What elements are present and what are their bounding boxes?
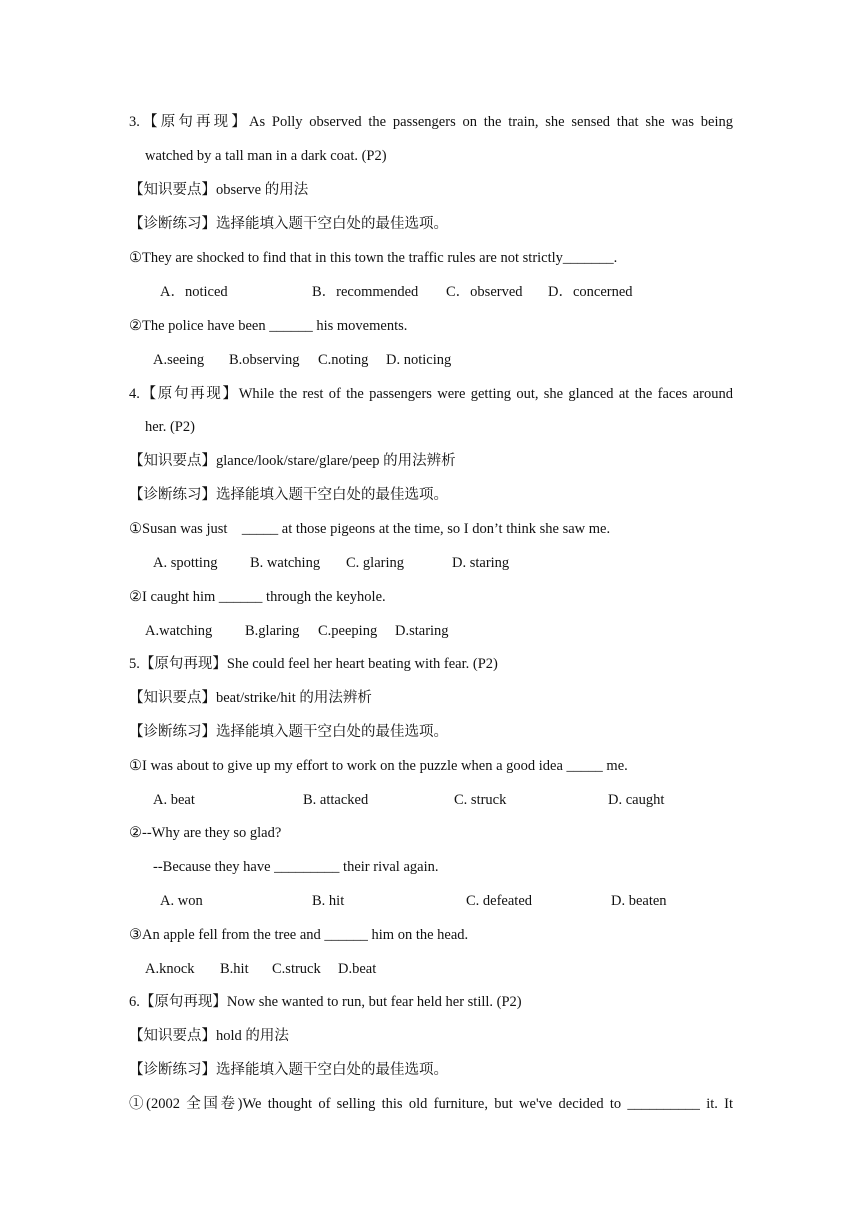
q5-item3-option-b: B.hit bbox=[220, 961, 249, 977]
q5-item1-stem: ①I was about to give up my effort to work on the puzzle when a good idea _____ me. bbox=[129, 758, 628, 774]
q4-stem-line1: 4.【原句再现】While the rest of the passengers were getting out, she glanced at the faces around bbox=[129, 386, 733, 402]
q6-item1-stem: ①(2002 全国卷)We thought of selling this old furniture, but we've decided to __________ it. It bbox=[129, 1096, 733, 1112]
q3-practice-heading: 【诊断练习】选择能填入题干空白处的最佳选项。 bbox=[129, 216, 448, 232]
q4-item2-option-a: A.watching bbox=[145, 623, 213, 639]
q3-item1-stem: ①They are shocked to find that in this town the traffic rules are not strictly_______. bbox=[129, 250, 618, 266]
q3-item2-stem: ②The police have been ______ his movements. bbox=[129, 318, 408, 334]
q4-knowledge-point: 【知识要点】glance/look/stare/glare/peep 的用法辨析 bbox=[129, 453, 456, 469]
q3-item2-option-a: A.seeing bbox=[153, 352, 205, 368]
q4-item1-option-c: C. glaring bbox=[346, 555, 404, 571]
q5-item2-option-d: D. beaten bbox=[611, 893, 667, 909]
q5-stem: 5.【原句再现】She could feel her heart beating with fear. (P2) bbox=[129, 656, 498, 672]
q4-item2-option-d: D.staring bbox=[395, 623, 449, 639]
q3-stem-line2: watched by a tall man in a dark coat. (P2) bbox=[145, 148, 387, 164]
q6-stem: 6.【原句再现】Now she wanted to run, but fear held her still. (P2) bbox=[129, 994, 522, 1010]
q5-item1-option-c: C. struck bbox=[454, 792, 507, 808]
q5-practice-heading: 【诊断练习】选择能填入题干空白处的最佳选项。 bbox=[129, 724, 448, 740]
q3-item2-option-c: C.noting bbox=[318, 352, 369, 368]
q3-item1-option-c: C．observed bbox=[446, 284, 523, 300]
q5-item3-option-a: A.knock bbox=[145, 961, 195, 977]
q6-knowledge-point: 【知识要点】hold 的用法 bbox=[129, 1028, 289, 1044]
q4-item1-stem: ①Susan was just _____ at those pigeons at the time, so I don’t think she saw me. bbox=[129, 521, 611, 537]
q3-item2-option-d: D. noticing bbox=[386, 352, 452, 368]
q3-item1-option-d: D．concerned bbox=[548, 284, 633, 300]
q5-item2-option-a: A. won bbox=[160, 893, 203, 909]
q4-item2-stem: ②I caught him ______ through the keyhole. bbox=[129, 589, 386, 605]
q3-item1-option-b: B．recommended bbox=[312, 284, 419, 300]
q5-item3-option-c: C.struck bbox=[272, 961, 321, 977]
q4-stem-line2: her. (P2) bbox=[145, 419, 195, 435]
q3-knowledge-point: 【知识要点】observe 的用法 bbox=[129, 182, 309, 198]
q5-item1-option-b: B. attacked bbox=[303, 792, 369, 808]
q6-practice-heading: 【诊断练习】选择能填入题干空白处的最佳选项。 bbox=[129, 1062, 448, 1078]
q4-practice-heading: 【诊断练习】选择能填入题干空白处的最佳选项。 bbox=[129, 487, 448, 503]
q3-item1-option-a: A．noticed bbox=[160, 284, 228, 300]
q4-item2-option-c: C.peeping bbox=[318, 623, 378, 639]
q5-item2-stem: ②--Why are they so glad? bbox=[129, 825, 282, 841]
q5-item1-option-d: D. caught bbox=[608, 792, 665, 808]
q5-knowledge-point: 【知识要点】beat/strike/hit 的用法辨析 bbox=[129, 690, 372, 706]
q4-item1-option-b: B. watching bbox=[250, 555, 321, 571]
q3-stem-line1: 3.【原句再现】As Polly observed the passengers on the train, she sensed that she was being bbox=[129, 114, 733, 130]
q4-item2-option-b: B.glaring bbox=[245, 623, 300, 639]
q5-item2-stem-reply: --Because they have _________ their rival again. bbox=[153, 859, 439, 875]
q5-item2-option-b: B. hit bbox=[312, 893, 345, 909]
q4-item1-option-a: A. spotting bbox=[153, 555, 218, 571]
q4-item1-option-d: D. staring bbox=[452, 555, 510, 571]
q5-item3-option-d: D.beat bbox=[338, 961, 377, 977]
q5-item1-option-a: A. beat bbox=[153, 792, 195, 808]
q5-item3-stem: ③An apple fell from the tree and ______ him on the head. bbox=[129, 927, 469, 943]
q3-item2-option-b: B.observing bbox=[229, 352, 300, 368]
q5-item2-option-c: C. defeated bbox=[466, 893, 533, 909]
